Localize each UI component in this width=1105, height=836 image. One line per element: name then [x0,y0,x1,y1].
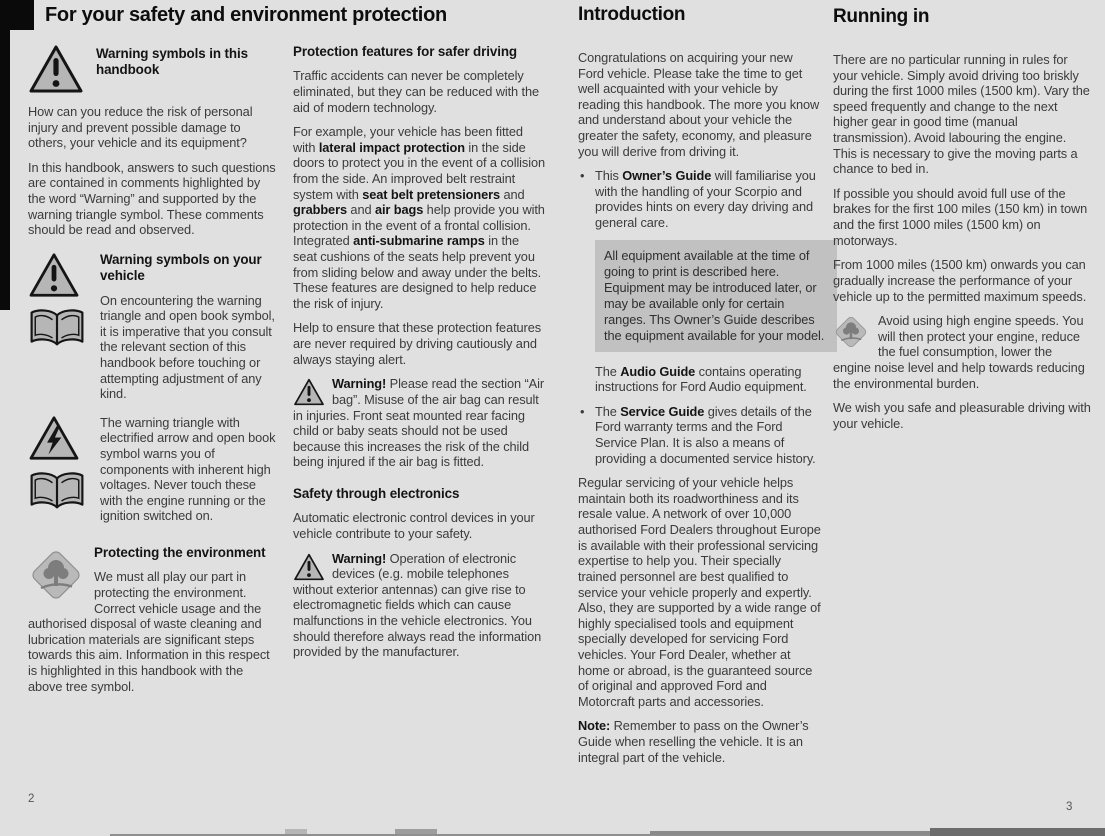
warning-triangle-icon [28,44,84,94]
section-warning-handbook-header [28,44,277,94]
paragraph: For example, your vehicle has been fitted with lateral impact protection in the side doors to protect you in the event of a collision from the side. An improved belt restraint system with seat belt pretensioners and grabbers and air bags help provide you with protection in the event of a frontal collision. Integrated anti-submarine ramps in the seat cushions of the seats help prevent you from sliding below and away under the belts. These features are designed to help reduce the risk of injury. [293,124,546,311]
warning-paragraph: Warning! Operation of electronic devices (e.g. mobile telephones without exterior antennas) can give rise to electromagnetic fields which can cause malfunctions in the vehicle electronics. You should therefore always read the information provided by the manufacturer. [293,550,542,660]
page-number-right: 3 [1066,801,1073,813]
scan-bottom-mark [395,829,437,834]
equipment-note-box: All equipment available at the time of going to print is described here. Equipment may be introduced later, or may be available only for certain ranges. Ths Owner’s Guide describes the equipment available for your model. [595,240,837,352]
page-title-introduction: Introduction [578,4,686,25]
section-heading-electronics: Safety through electronics [293,485,460,501]
open-book-icon [28,306,86,350]
warning-triangle-small-icon [293,553,325,581]
paragraph: On encountering the warning triangle and open book symbol, it is imperative that you consult the relevant section of this handbook before touching or attempting adjustment of any kind. [100,292,275,402]
bullet-item-service-guide: • The Service Guide gives details of the Ford warranty terms and the Ford Service Plan. It is also a means of providing a documented service history. [580,403,816,466]
scan-bottom-mark [650,831,932,835]
safety-column-1 [28,44,277,703]
paragraph: Congratulations on acquiring your new Ford vehicle. Please take the time to get well acquainted with your vehicle by reading this handbook. The more you know and understand about your vehicle the greater the safety, economy, and pleasure you will derive from driving it. [578,50,820,159]
paragraph: There are no particular running in rules for your vehicle. Simply avoid driving too briskly during the first 1000 miles (1500 km). Vary the speed frequently and change to the next higher gear in good time (manual transmission). Avoid labouring the engine. This is necessary to give the moving parts a chance to bed in. [833,52,1090,177]
scan-bottom-mark [285,829,307,834]
safety-column-2 [293,44,546,669]
tree-environment-icon [833,314,869,350]
warning-paragraph: Warning! Please read the section “Air bag”. Misuse of the air bag can result in injuries. Front seat mounted rear facing child or baby seats should not be used because this increases the risk of the child being injured if the air bag is fitted. [293,376,545,470]
high-voltage-triangle-icon [28,415,80,461]
section-environment [28,545,277,694]
bullet-marker: • [580,168,585,184]
paragraph: We wish you safe and pleasurable driving with your vehicle. [833,400,1091,431]
section-heading-warning-handbook: Warning symbols in this handbook [96,46,248,78]
page-title-safety: For your safety and environment protection [45,4,447,26]
note-paragraph: Note: Remember to pass on the Owner’s Guide when reselling the vehicle. It is an integral part of the vehicle. [578,718,809,765]
icon-gutter [28,415,100,513]
bullet-marker: • [580,403,585,419]
introduction-column [578,4,825,774]
page-title-running-in: Running in [833,6,930,27]
running-in-column [833,6,1091,440]
scan-edge-left-bar [0,0,10,310]
paragraph: We must all play our part in protecting the environment. Correct vehicle usage and the authorised disposal of waste cleaning and lubrication materials are significant steps towards this aim. Information in this respect is highlighted in this handbook with the above tree symbol. [28,569,270,694]
section-heading-protection: Protection features for safer driving [293,44,517,59]
item-audio-guide: The Audio Guide contains operating instructions for Ford Audio equipment. [595,363,807,395]
warning-triangle-icon [28,252,80,298]
section-heading-environment: Protecting the environment [94,545,266,561]
warning-triangle-small-icon [293,378,325,406]
open-book-icon [28,469,86,513]
paragraph: In this handbook, answers to such questions are contained in comments highlighted by the word “Warning” and supported by the warning triangle symbol. These comments should be read and observed. [28,159,276,238]
scan-bottom-mark [930,828,1105,836]
icon-gutter [28,252,100,350]
section-warning-vehicle [28,252,277,533]
paragraph: Traffic accidents can never be completely eliminated, but they can be reduced with the aid of modern technology. [293,68,540,115]
paragraph: Help to ensure that these protection features are never required by driving cautiously and always staying alert. [293,320,542,367]
section-heading-warning-vehicle: Warning symbols on your vehicle [100,251,262,284]
paragraph: If possible you should avoid full use of the brakes for the first 100 miles (150 km) in town and the first 1000 miles (1500 km) on motorways. [833,185,1088,248]
note-label: Note: [578,718,611,734]
paragraph: From 1000 miles (1500 km) onwards you can gradually increase the performance of your vehicle up to the permitted maximum speeds. [833,257,1087,304]
warning-label: Warning! [332,550,387,566]
paragraph-with-tree: Avoid using high engine speeds. You will then protect your engine, reduce the fuel consumption, lower the engine noise level and help towards reducing the environmental burden. [833,313,1085,391]
page-number-left: 2 [28,793,35,805]
paragraph: Automatic electronic control devices in your vehicle contribute to your safety. [293,510,535,541]
paragraph: The warning triangle with electrified arrow and open book symbol warns you of components with inherent high voltages. Never touch these with the engine running or the ignition switched on. [100,414,276,524]
warning-label: Warning! [332,376,387,392]
bullet-item-owners-guide: • This Owner’s Guide will familiarise you with the handling of your Scorpio and provides hints on every day driving and general care. [580,168,816,231]
tree-environment-icon [28,547,84,603]
paragraph: Regular servicing of your vehicle helps maintain both its roadworthiness and its resale value. A network of over 10,000 authorised Ford Dealers throughout Europe is available with their professional servicing expertise to help you. Their specially trained personnel are best qualified to service your vehicle properly and expertly. Also, they are supported by a wide range of highly specialised tools and equipment specially developed for servicing Ford vehicles. Your Ford Dealer, whether at home or abroad, is the guaranteed source of original and approved Ford and Motorcraft parts and accessories. [578,475,821,709]
paragraph: How can you reduce the risk of personal injury and prevent possible damage to others, your vehicle and its equipment? [28,104,253,151]
